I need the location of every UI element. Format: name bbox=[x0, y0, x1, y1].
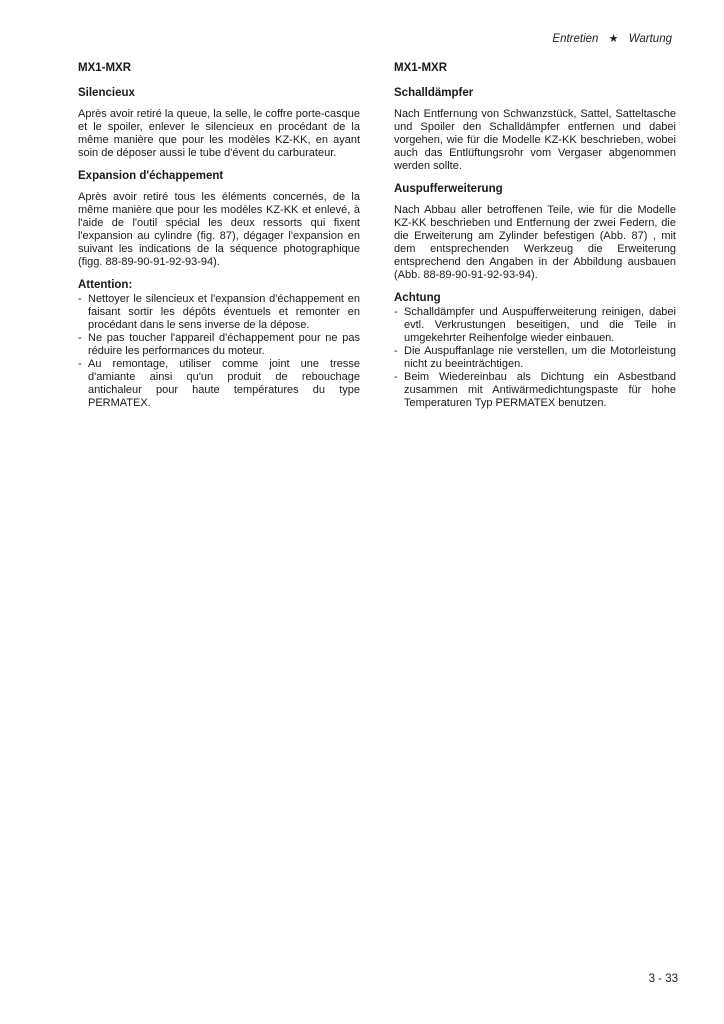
german-column bbox=[394, 62, 676, 410]
attention-list bbox=[394, 306, 676, 410]
page-number: 3 - 33 bbox=[648, 973, 678, 985]
running-header bbox=[552, 32, 672, 45]
list-item: - Beim Wiedereinbau als Dichtung ein Asbestband zusammen mit Antiwärmedichtungspaste für hohe Temperaturen Typ PERMATEX benutzen. bbox=[394, 371, 676, 410]
french-column bbox=[78, 62, 360, 410]
attention-title: Attention: bbox=[78, 279, 133, 291]
attention-list bbox=[78, 293, 360, 410]
list-item: - Au remontage, utiliser comme joint une tresse d'amiante ainsi qu'un produit de rebouchage antichaleur pour haute températures du type PERMATEX. bbox=[78, 358, 360, 410]
list-item: - Nettoyer le silencieux et l'expansion d'échappement en faisant sortir les dépôts éventuels et remonter en procédant dans le sens inverse de la dépose. bbox=[78, 293, 360, 332]
section-text-expansion: Après avoir retiré tous les éléments concernés, de la même manière que pour les modèles KZ-KK et enlevé, à l'aide de l'outil spécial les deux ressorts qui fixent l'expansion au cylindre (fig. 87), dégager l'expansion en suivant les indications de la séquence photographique (figg. 88-89-90-91-92-93-94). bbox=[78, 191, 360, 268]
header-right: Wartung bbox=[628, 33, 672, 45]
list-item: - Ne pas toucher l'appareil d'échappement pour ne pas réduire les performances du moteur. bbox=[78, 332, 360, 358]
list-item: - Die Auspuffanlage nie verstellen, um die Motorleistung nicht zu beeinträchtigen. bbox=[394, 345, 676, 371]
section-text-schalldaempfer: Nach Entfernung von Schwanzstück, Sattel, Satteltasche und Spoiler den Schalldämpfer entfernen und dabei vorgehen, wie für die Modelle KZ-KK beschrieben, wobei auch das Entlüftungsrohr vom Vergaser abgenommen werden sollte. bbox=[394, 108, 676, 172]
list-item: - Schalldämpfer und Auspufferweiterung reinigen, dabei evtl. Verkrustungen beseitigen, und die Teile in umgekehrter Reihenfolge wieder einbauen. bbox=[394, 306, 676, 345]
model-heading: MX1-MXR bbox=[394, 62, 448, 74]
section-text-auspufferweiterung: Nach Abbau aller betroffenen Teile, wie für die Modelle KZ-KK beschrieben und Entfernung der zwei Federn, die die Erweiterung am Zylinder befestigen (Abb. 87) , mit dem entsprechenden Werkzeug die Erweiterung entsprechend den Angaben in der Abbildung ausbauen (Abb. 88-89-90-91-92-93-94). bbox=[394, 204, 676, 281]
model-heading: MX1-MXR bbox=[78, 62, 132, 74]
section-title-silencieux: Silencieux bbox=[78, 87, 135, 99]
section-title-schalldaempfer: Schalldämpfer bbox=[394, 87, 474, 99]
attention-title: Achtung bbox=[394, 292, 441, 304]
section-text-silencieux: Après avoir retiré la queue, la selle, le coffre porte-casque et le spoiler, enlever le silencieux en procédant de la même manière que pour les modèles KZ-KK, en ayant soin de déposer aussi le tube d'évent du carburateur. bbox=[78, 108, 360, 159]
star-icon: ★ bbox=[608, 33, 619, 45]
section-title-expansion: Expansion d'échappement bbox=[78, 170, 224, 182]
header-left: Entretien bbox=[552, 33, 599, 45]
section-title-auspufferweiterung: Auspufferweiterung bbox=[394, 183, 503, 195]
